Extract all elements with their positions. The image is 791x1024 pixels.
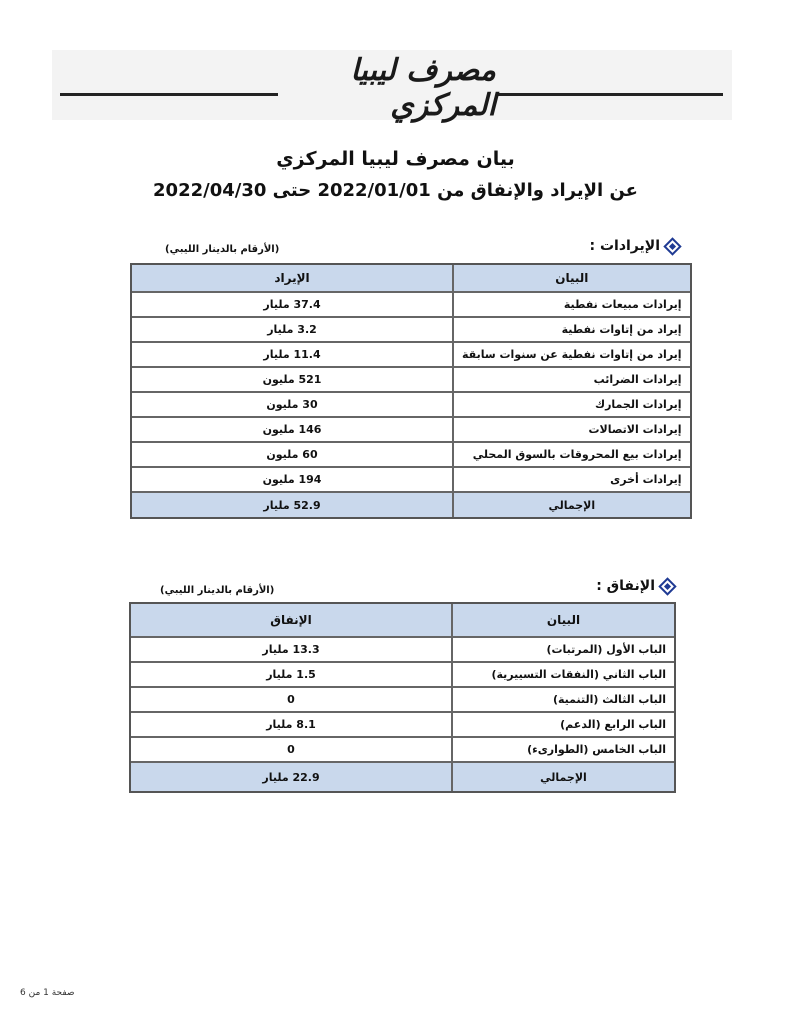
row-label: الباب الرابع (الدعم) — [451, 713, 674, 738]
table-row — [132, 343, 690, 368]
table-row — [132, 468, 690, 493]
revenues-section-heading — [589, 238, 679, 254]
row-value: 60 مليون — [132, 443, 452, 468]
table-header-row — [131, 604, 674, 638]
column-header-value: الإيراد — [132, 265, 452, 293]
row-label: إيراد من إتاوات نفطية — [452, 318, 690, 343]
table-row — [131, 713, 674, 738]
row-label: إيرادات الجمارك — [452, 393, 690, 418]
header-rule-left — [60, 93, 278, 96]
column-header-label: البيان — [451, 604, 674, 638]
row-value: 194 مليون — [132, 468, 452, 493]
revenues-section-title: الإيرادات : — [589, 238, 660, 254]
row-value: 30 مليون — [132, 393, 452, 418]
expenditures-section-heading — [596, 578, 674, 594]
table-row — [132, 368, 690, 393]
diamond-bullet-icon — [663, 237, 681, 255]
header-rule-right — [498, 93, 723, 96]
row-label: إيرادات الاتصالات — [452, 418, 690, 443]
table-row — [132, 443, 690, 468]
row-label: إيرادات الضرائب — [452, 368, 690, 393]
row-label: إيراد من إتاوات نفطية عن سنوات سابقة — [452, 343, 690, 368]
page-subtitle: عن الإيراد والإنفاق من 2022/01/01 حتى 2022/04/30 — [153, 180, 638, 201]
expenditures-unit-note: (الأرقام بالدينار الليبي) — [160, 585, 275, 596]
row-value: 11.4 مليار — [132, 343, 452, 368]
row-value: 3.2 مليار — [132, 318, 452, 343]
page-title: بيان مصرف ليبيا المركزي — [276, 148, 515, 170]
table-row — [132, 318, 690, 343]
row-value: 8.1 مليار — [131, 713, 451, 738]
total-value: 52.9 مليار — [132, 493, 452, 517]
revenues-unit-note: (الأرقام بالدينار الليبي) — [165, 244, 280, 255]
row-label: الباب الخامس (الطوارىء) — [451, 738, 674, 763]
total-row — [131, 763, 674, 791]
table-row — [131, 738, 674, 763]
row-value: 521 مليون — [132, 368, 452, 393]
table-row — [131, 663, 674, 688]
row-label: الباب الثاني (النفقات التسييرية) — [451, 663, 674, 688]
row-label: إيرادات مبيعات نفطية — [452, 293, 690, 318]
row-value: 0 — [131, 688, 451, 713]
revenues-table — [130, 263, 692, 519]
row-label: إيرادات بيع المحروقات بالسوق المحلي — [452, 443, 690, 468]
table-row — [132, 393, 690, 418]
column-header-label: البيان — [452, 265, 690, 293]
row-value: 37.4 مليار — [132, 293, 452, 318]
table-header-row — [132, 265, 690, 293]
table-row — [132, 293, 690, 318]
row-value: 0 — [131, 738, 451, 763]
total-label: الإجمالي — [451, 763, 674, 791]
row-label: إيرادات أخرى — [452, 468, 690, 493]
table-row — [132, 418, 690, 443]
row-label: الباب الأول (المرتبات) — [451, 638, 674, 663]
diamond-bullet-icon — [658, 577, 676, 595]
total-row — [132, 493, 690, 517]
expenditures-table — [129, 602, 676, 793]
expenditures-section-title: الإنفاق : — [596, 578, 655, 594]
row-value: 1.5 مليار — [131, 663, 451, 688]
page-number: صفحة 1 من 6 — [20, 988, 75, 998]
row-label: الباب الثالث (التنمية) — [451, 688, 674, 713]
row-value: 13.3 مليار — [131, 638, 451, 663]
table-row — [131, 688, 674, 713]
table-row — [131, 638, 674, 663]
bank-logo: مصرف ليبيا المركزي — [350, 53, 496, 123]
column-header-value: الإنفاق — [131, 604, 451, 638]
row-value: 146 مليون — [132, 418, 452, 443]
total-value: 22.9 مليار — [131, 763, 451, 791]
total-label: الإجمالي — [452, 493, 690, 517]
